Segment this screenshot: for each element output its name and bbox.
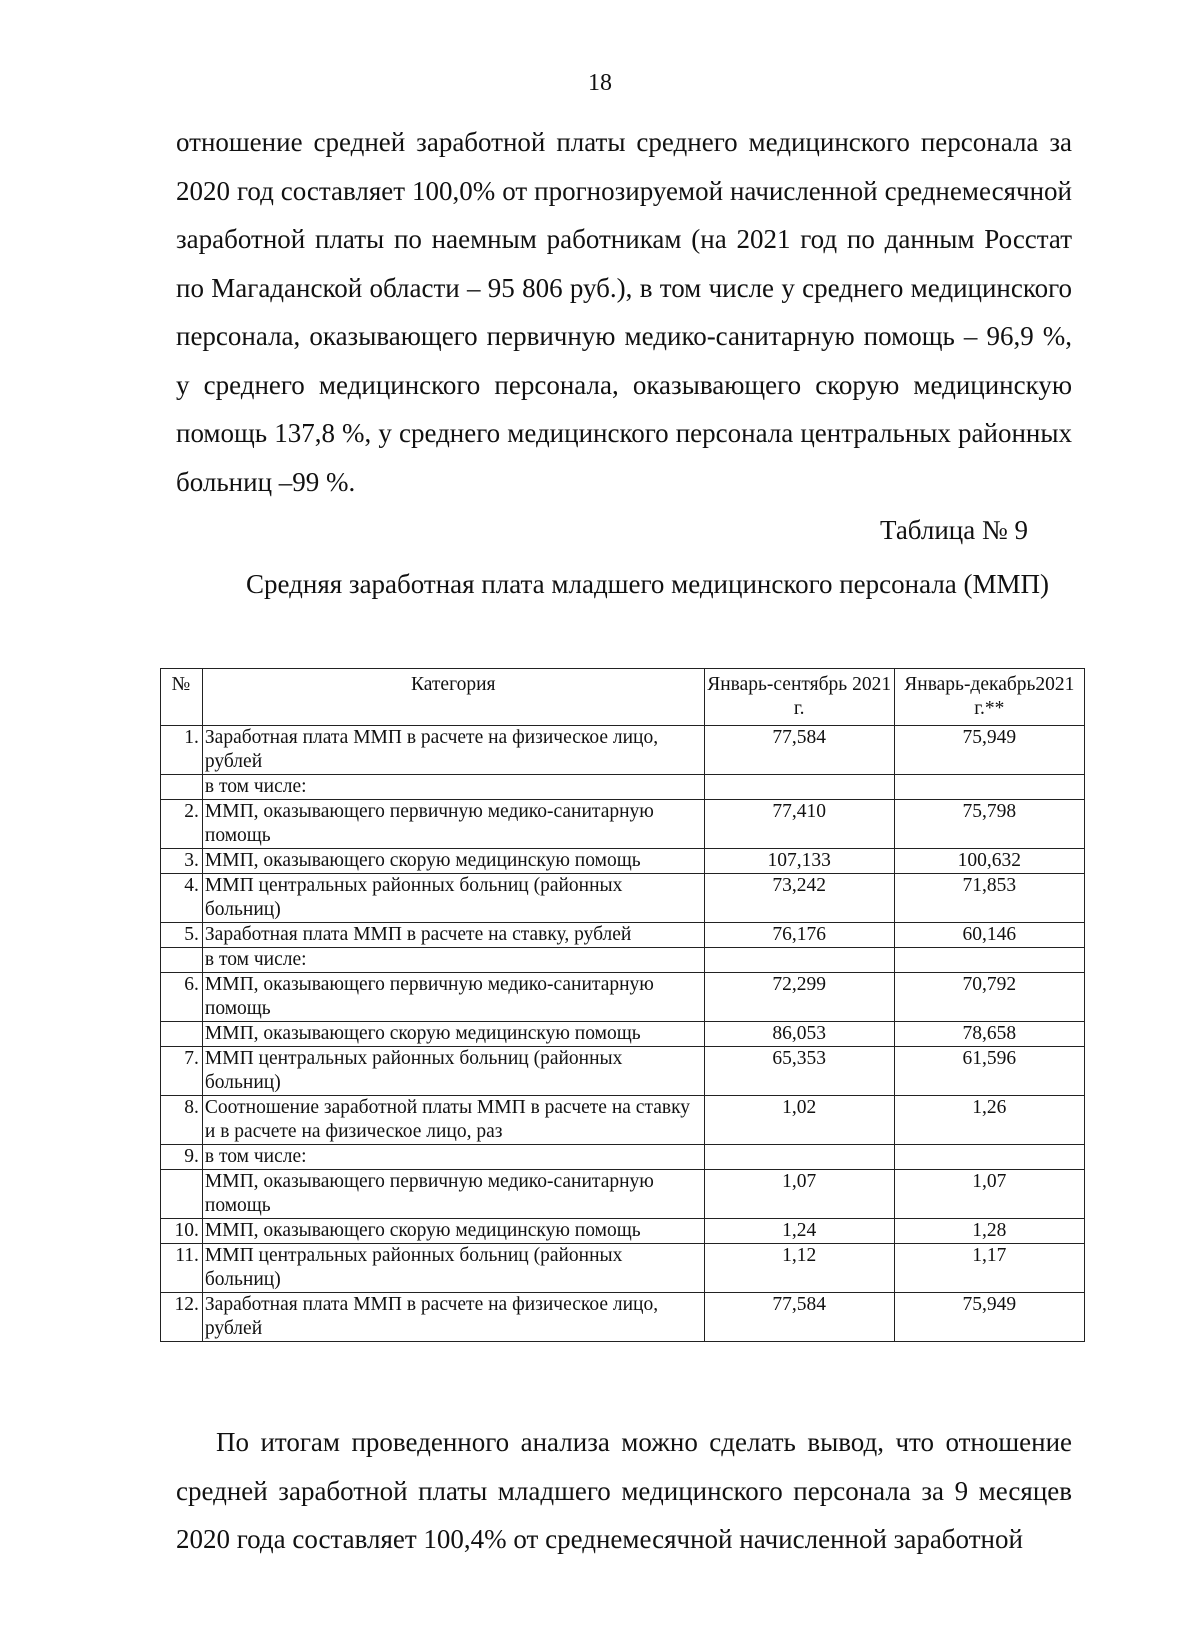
table-row: [161, 1244, 1085, 1293]
cell-period2: 75,949: [894, 726, 1084, 775]
table-row: [161, 874, 1085, 923]
intro-paragraph: отношение средней заработной платы среднего медицинского персонала за 2020 год составляет 100,0% от прогнозируемой начисленной среднемесячной заработной платы по наемным работникам (на 2021 год по данным Росстат по Магаданской области – 95 806 руб.), в том числе у среднего медицинского персонала, оказывающего первичную медико-санитарную помощь – 96,9 %, у среднего медицинского персонала, оказывающего скорую медицинскую помощь 137,8 %, у среднего медицинского персонала центральных районных больниц –99 %.: [176, 127, 1072, 497]
cell-num: 6.: [161, 973, 203, 1022]
cell-period1: 77,584: [704, 1293, 894, 1342]
table-row: [161, 1022, 1085, 1047]
header-period1: Январь-сентябрь 2021 г.: [704, 669, 894, 726]
table-row: [161, 1219, 1085, 1244]
cell-period2: 70,792: [894, 973, 1084, 1022]
table-row: [161, 800, 1085, 849]
table-row: [161, 775, 1085, 800]
table-row: [161, 726, 1085, 775]
cell-num: [161, 1022, 203, 1047]
cell-period2: [894, 775, 1084, 800]
cell-num: 12.: [161, 1293, 203, 1342]
cell-num: [161, 1170, 203, 1219]
cell-num: 2.: [161, 800, 203, 849]
cell-period1: 107,133: [704, 849, 894, 874]
cell-period2: 100,632: [894, 849, 1084, 874]
cell-period1: 77,410: [704, 800, 894, 849]
cell-period2: 60,146: [894, 923, 1084, 948]
cell-period1: [704, 1145, 894, 1170]
cell-category: ММП центральных районных больниц (районных больниц): [202, 874, 704, 923]
closing-paragraph: По итогам проведенного анализа можно сделать вывод, что отношение средней заработной платы младшего медицинского персонала за 9 месяцев 2020 года составляет 100,4% от среднемесячной начисленной заработной: [176, 1427, 1072, 1554]
cell-period2: 75,949: [894, 1293, 1084, 1342]
cell-period1: 1,02: [704, 1096, 894, 1145]
cell-period1: 65,353: [704, 1047, 894, 1096]
table-row: [161, 1047, 1085, 1096]
table-header-row: [161, 669, 1085, 726]
table-title: Средняя заработная плата младшего медицинского персонала (ММП): [246, 569, 1050, 599]
cell-num: 3.: [161, 849, 203, 874]
cell-period2: [894, 948, 1084, 973]
cell-category: Заработная плата ММП в расчете на физическое лицо, рублей: [202, 1293, 704, 1342]
cell-num: 9.: [161, 1145, 203, 1170]
cell-period1: 1,07: [704, 1170, 894, 1219]
cell-period1: 1,12: [704, 1244, 894, 1293]
cell-num: [161, 948, 203, 973]
cell-period2: [894, 1145, 1084, 1170]
cell-period2: 1,07: [894, 1170, 1084, 1219]
table-row: [161, 1293, 1085, 1342]
cell-category: ММП, оказывающего скорую медицинскую помощь: [202, 1022, 704, 1047]
cell-period1: 72,299: [704, 973, 894, 1022]
table-row: [161, 849, 1085, 874]
cell-category: ММП центральных районных больниц (районных больниц): [202, 1244, 704, 1293]
cell-period1: 77,584: [704, 726, 894, 775]
cell-category: в том числе:: [202, 1145, 704, 1170]
cell-period1: 86,053: [704, 1022, 894, 1047]
cell-period1: [704, 948, 894, 973]
cell-period1: [704, 775, 894, 800]
cell-category: Соотношение заработной платы ММП в расчете на ставку и в расчете на физическое лицо, раз: [202, 1096, 704, 1145]
cell-period2: 75,798: [894, 800, 1084, 849]
cell-category: Заработная плата ММП в расчете на физическое лицо, рублей: [202, 726, 704, 775]
header-period2: Январь-декабрь2021 г.**: [894, 669, 1084, 726]
table-row: [161, 1145, 1085, 1170]
cell-num: 11.: [161, 1244, 203, 1293]
cell-category: ММП, оказывающего первичную медико-санитарную помощь: [202, 973, 704, 1022]
table-row: [161, 1170, 1085, 1219]
table-row: [161, 923, 1085, 948]
cell-period2: 1,28: [894, 1219, 1084, 1244]
cell-num: [161, 775, 203, 800]
cell-period1: 73,242: [704, 874, 894, 923]
cell-num: 5.: [161, 923, 203, 948]
cell-category: ММП, оказывающего первичную медико-санитарную помощь: [202, 800, 704, 849]
cell-num: 10.: [161, 1219, 203, 1244]
table-label: Таблица № 9: [880, 515, 1028, 545]
cell-period2: 1,26: [894, 1096, 1084, 1145]
cell-period2: 61,596: [894, 1047, 1084, 1096]
cell-category: ММП, оказывающего скорую медицинскую помощь: [202, 849, 704, 874]
table-body: [161, 726, 1085, 1342]
cell-period2: 71,853: [894, 874, 1084, 923]
cell-category: Заработная плата ММП в расчете на ставку, рублей: [202, 923, 704, 948]
cell-num: 4.: [161, 874, 203, 923]
cell-period2: 78,658: [894, 1022, 1084, 1047]
header-num: №: [161, 669, 203, 726]
cell-category: ММП, оказывающего первичную медико-санитарную помощь: [202, 1170, 704, 1219]
cell-num: 1.: [161, 726, 203, 775]
cell-num: 7.: [161, 1047, 203, 1096]
cell-num: 8.: [161, 1096, 203, 1145]
cell-period1: 1,24: [704, 1219, 894, 1244]
table-row: [161, 948, 1085, 973]
header-category: Категория: [202, 669, 704, 726]
cell-category: ММП центральных районных больниц (районных больниц): [202, 1047, 704, 1096]
table-row: [161, 1096, 1085, 1145]
cell-category: в том числе:: [202, 948, 704, 973]
salary-table: [160, 668, 1085, 1342]
cell-period2: 1,17: [894, 1244, 1084, 1293]
page-number: 18: [588, 70, 612, 96]
cell-period1: 76,176: [704, 923, 894, 948]
cell-category: ММП, оказывающего скорую медицинскую помощь: [202, 1219, 704, 1244]
cell-category: в том числе:: [202, 775, 704, 800]
table-row: [161, 973, 1085, 1022]
